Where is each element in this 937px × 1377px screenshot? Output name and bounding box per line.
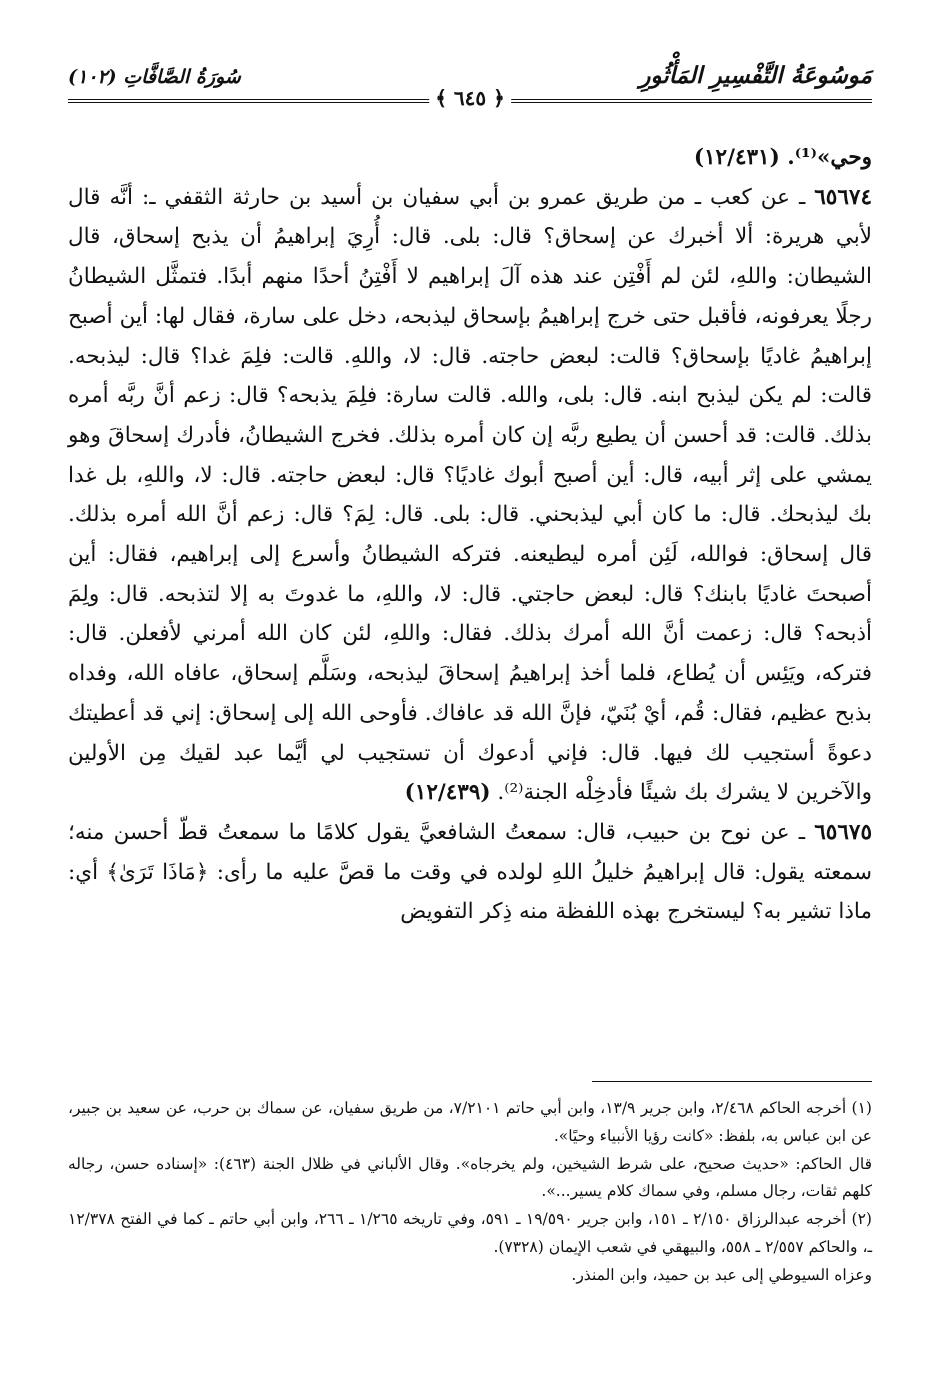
running-header [68, 62, 872, 110]
volume-reference: (١٢/٤٣٩) [404, 780, 491, 806]
main-text [68, 138, 872, 932]
hadith-text: ـ عن كعب ـ من طريق عمرو بن أبي سفيان بن أسيد بن حارثة الثقفي ـ: أنَّه قال لأبي هريرة: ألا أخبرك عن إسحاق؟ قال: بلى. قال: أُرِيَ إبراهيمُ أن يذبح إسحاق، قال الشيطان: واللهِ، لئن لم أَفْتِن عند هذه آلَ إبراهيم لا أَفْتِنُ أحدًا منهم أبدًا. فتمثَّل الشيطانُ رجلًا يعرفونه، فأقبل حتى خرج إبراهيمُ بإسحاق ليذبحه، دخل على سارة، فقال لها: أين أصبح إبراهيمُ غاديًا بإسحاق؟ قالت: لبعض حاجته. قال: لا، واللهِ. قالت: فلِمَ غدا؟ قال: ليذبحه. قالت: لم يكن ليذبح ابنه. قال: بلى، والله. قالت سارة: فلِمَ يذبحه؟ قال: زعم أنَّ ربَّه أمره بذلك. قالت: قد أحسن أن يطيع ربَّه إن كان أمره بذلك. فخرج الشيطانُ، فأدرك إسحاقَ وهو يمشي على إثر أبيه، قال: أين أصبح أبوك غاديًا؟ قال: لبعض حاجته. قال: لا، واللهِ، بل غدا بك ليذبحك. قال: ما كان أبي ليذبحني. قال: بلى. قال: لِمَ؟ قال: زعم أنَّ الله أمره بذلك. قال إسحاق: فوالله، لَئِن أمره ليطيعنه. فتركه الشيطانُ وأسرع إلى إبراهيم، فقال: أين أصبحتَ غاديًا بابنك؟ قال: لبعض حاجتي. قال: لا، واللهِ، ما غدوتَ به إلا لتذبحه. قال: ولِمَ أذبحه؟ قال: زعمت أنَّ الله أمرك بذلك. فقال: واللهِ، لئن كان الله أمرني لأفعلن. قال: فتركه، ويَئِس أن يُطاع، فلما أخذ إبراهيمُ إسحاقَ ليذبحه، وسَلَّم إسحاق، عافاه الله، وفداه بذبح عظيم، فقال: قُم، أيْ بُنَيّ، فإنَّ الله قد عافاك. فأوحى الله إلى إسحاق: إني قد أعطيتك دعوةً أستجيب لك فيها. قال: فإني أدعوك أن تستجيب لي أيَّما عبد لقيك مِن الأولين والآخرين لا يشرك بك شيئًا فأدخِلْه الجنة⁽²⁾. [68, 184, 872, 806]
continuation-text: وحي»⁽¹⁾. (١٢/٤٣١) [693, 145, 872, 170]
paragraph-continuation [68, 138, 872, 178]
hadith-number: ٦٥٦٧٥ [814, 819, 872, 845]
footnote-1: (١) أخرجه الحاكم ٢/٤٦٨، وابن جرير ١٣/٩، وابن أبي حاتم ٧/٢١٠١، من طريق سفيان، عن سماك بن حرب، عن سعيد بن جبير، عن ابن عباس به، بلفظ: «كانت رؤيا الأنبياء وحيًا». [68, 1099, 872, 1145]
hadith-text: ـ عن نوح بن حبيب، قال: سمعتُ الشافعيَّ يقول كلامًا ما سمعتُ قطّ أحسن منه؛ سمعته يقول: قال إبراهيمُ خليلُ اللهِ لولده في وقت ما قصَّ عليه ما رأى: ﴿مَاذَا تَرَىٰ﴾ أي: ماذا تشير به؟ ليستخرج بهذه اللفظة منه ذِكر التفويض [68, 819, 872, 925]
hadith-number: ٦٥٦٧٤ [814, 184, 872, 210]
book-title: مَوسُوعَةُ التَّفْسِيرِ المَأْثُورِ [639, 62, 872, 89]
footnote-2: (٢) أخرجه عبدالرزاق ٢/١٥٠ ـ ١٥١، وابن جرير ١٩/٥٩٠ ـ ٥٩١، وفي تاريخه ١/٢٦٥ ـ ٢٦٦، وابن أبي حاتم ـ كما في الفتح ١٢/٣٧٨ ـ، والحاكم ٢/٥٥٧ ـ ٥٥٨، والبيهقي في شعب الإيمان (٧٣٢٨). [68, 1210, 872, 1256]
footnote-1-continued: قال الحاكم: «حديث صحيح، على شرط الشيخين، ولم يخرجاه». وقال الألباني في ظلال الجنة (٤٦٣): «إسناده حسن، رجاله كلهم ثقات، رجال مسلم، وفي سماك كلام يسير...». [68, 1154, 872, 1201]
footnotes [68, 1095, 872, 1290]
footnote-divider [592, 1081, 872, 1082]
paragraph-65675 [68, 813, 872, 932]
footnote-2-continued: وعزاه السيوطي إلى عبد بن حميد، وابن المنذر. [571, 1265, 872, 1284]
page-number: ﴿ ٦٤٥ ﴾ [429, 86, 511, 110]
paragraph-65674 [68, 178, 872, 813]
surah-label: سُورَةُ الصَّافَّاتِ (١٠٢) [68, 66, 241, 88]
